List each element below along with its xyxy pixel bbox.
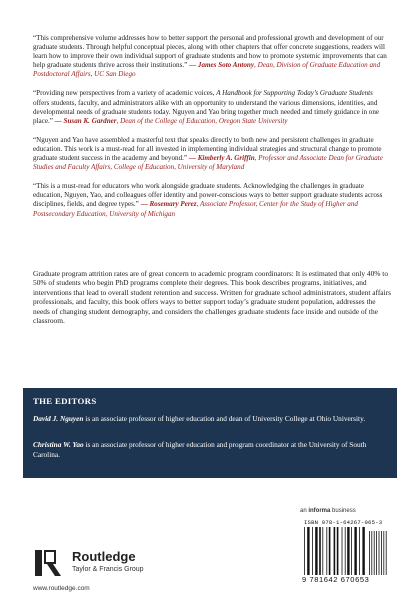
endorsement-quote: “Providing new perspectives from a variety of academic voices, bbox=[33, 89, 217, 98]
endorser-name: — Susan K. Gardner bbox=[54, 116, 117, 125]
endorsement-quote: “This is a must-read for educators who work alongside graduate students. Acknowledging the challenges in graduate education, Nguyen, Yao, and colleagues offer identity and power-conscious ways to better support graduate students across disciplines, fields, and degree types.” bbox=[33, 182, 383, 209]
endorser-title: , Dean of the College of Education, Oregon State University bbox=[116, 116, 288, 125]
endorser-title: , Associate Professor, Center for the Study of Higher and Postsecondary Education, University of Michigan bbox=[33, 200, 358, 218]
informa-brand: informa bbox=[308, 508, 331, 514]
endorsement-quote-rest: offers students, faculty, and administrators alike with an opportunity to understand the various dimensions, identities, and developmental needs of graduate students today. Nguyen and Yao bring together much needed and timely guidance in one place.” bbox=[33, 98, 380, 125]
endorsement-3 bbox=[33, 136, 391, 172]
editor-bio-1 bbox=[33, 414, 383, 424]
endorsement-quote: “Nguyen and Yao have assembled a masterful text that speaks directly to both new and persistent challenges in graduate education. This work is a must-read for all invested in implementing individual strategies and structural change to promote graduate student success in the academy and beyond.” bbox=[33, 135, 382, 163]
book-description: Graduate program attrition rates are of great concern to academic program coordinators: It is estimated that only 40% to 50% of students who begin PhD programs complete their degrees. This book describes programs, initiatives, and interventions that lead to overall student retention and success. Written for graduate school administrators, student affairs professionals, and faculty, this book offers ways to better support today’s graduate student population, addresses the needs of changing student demography, and considers the challenges graduate students face inside and outside of the classroom. bbox=[33, 269, 391, 326]
endorsement-2 bbox=[33, 89, 391, 125]
informa-business-tag bbox=[300, 508, 356, 514]
editor-bio-2 bbox=[33, 440, 383, 459]
publisher-website[interactable]: www.routledge.com bbox=[33, 585, 90, 592]
endorser-name: — Rosemary Perez bbox=[140, 200, 197, 209]
book-title: A Handbook for Supporting Today’s Graduate Students bbox=[216, 89, 373, 98]
editor-bio: is an associate professor of higher education and program coordinator at the University of South Carolina. bbox=[33, 440, 367, 459]
endorser-title: , Professor and Associate Dean for Graduate Studies and Faculty Affairs, College of Education, University of Maryland bbox=[33, 154, 383, 172]
addon-barcode-icon bbox=[369, 531, 389, 575]
endorsement-quote: “This comprehensive volume addresses how to better support the personal and professional growth and development of our graduate students. Through helpful conceptual pieces, along with other chapters that offer concrete suggestions, readers will learn how to improve their own individual support of graduate students and how to promote systemic improvements that can help graduate students thrive across their institutions.” bbox=[33, 34, 387, 70]
isbn-label: ISBN 978-1-64267-065-3 bbox=[304, 519, 383, 526]
endorsements bbox=[33, 34, 391, 229]
endorsement-4 bbox=[33, 182, 391, 218]
informa-prefix: an bbox=[300, 508, 309, 514]
endorser-name: — Kimberly A. Griffin bbox=[188, 154, 255, 163]
editors-panel bbox=[23, 388, 397, 478]
routledge-logo-icon bbox=[33, 548, 67, 578]
publisher-group: Taylor & Francis Group bbox=[72, 566, 144, 573]
editors-heading: THE EDITORS bbox=[33, 396, 97, 406]
editor-bio: is an associate professor of higher education and dean of University College at Ohio University. bbox=[83, 414, 366, 423]
isbn-barcode bbox=[302, 519, 390, 585]
informa-suffix: business bbox=[330, 508, 356, 514]
editor-name: Christina W. Yao bbox=[33, 440, 84, 449]
isbn-digits: 9 781642 670653 bbox=[302, 575, 370, 584]
endorsement-attribution bbox=[55, 117, 288, 125]
publisher-name: Routledge bbox=[72, 549, 136, 564]
endorser-title: , Dean, Division of Graduate Education and Postdoctoral Affairs, UC San Diego bbox=[33, 61, 381, 79]
endorser-name: — James Soto Antony bbox=[189, 61, 255, 70]
barcode-icon bbox=[304, 527, 366, 575]
endorsement-1 bbox=[33, 34, 391, 79]
editor-name: David J. Nguyen bbox=[33, 414, 84, 423]
